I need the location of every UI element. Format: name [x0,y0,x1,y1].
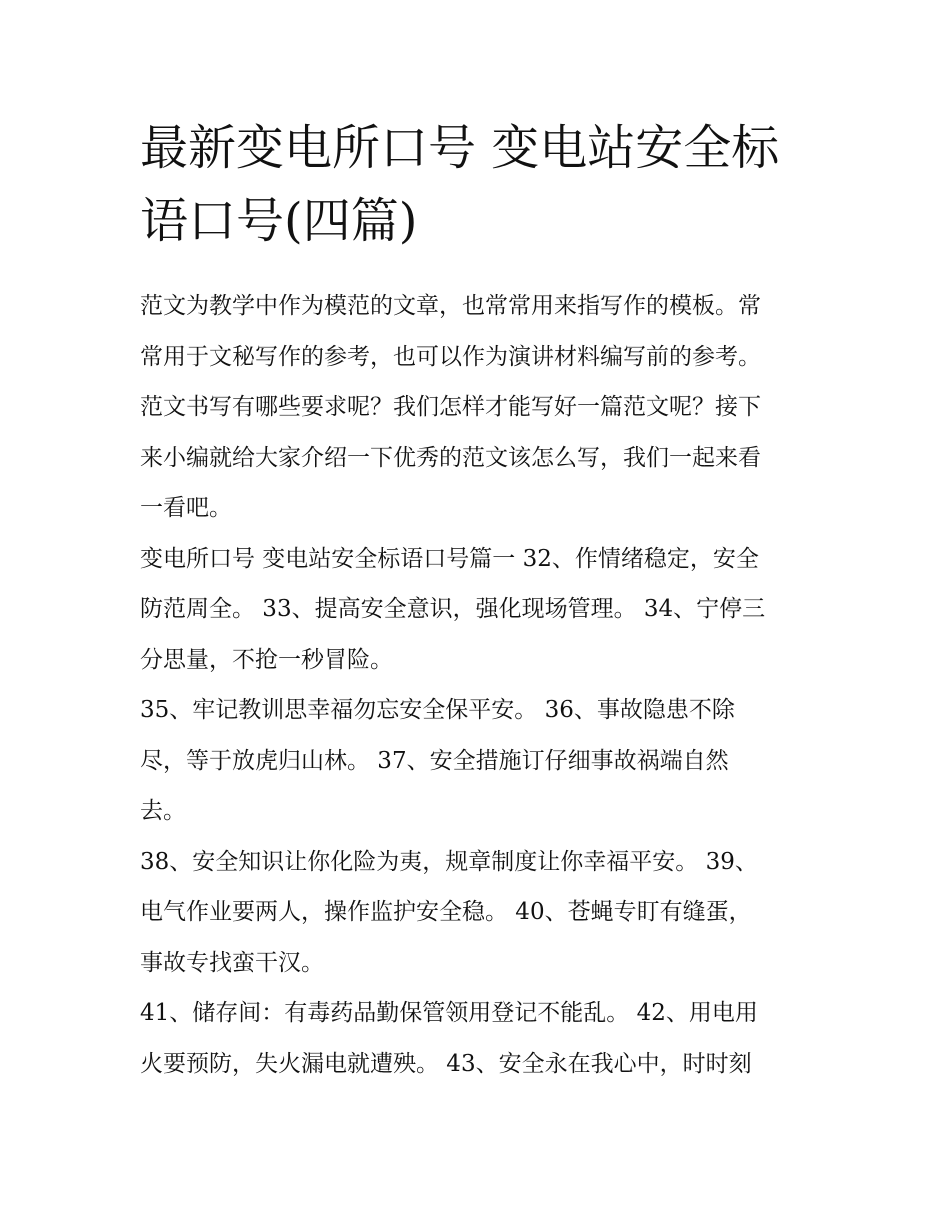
text-line: 常用于文秘写作的参考，也可以作为演讲材料编写前的参考。 [140,343,761,370]
text-line: 火要预防，失火漏电就遭殃。 43、安全永在我心中，时时刻 [140,1050,752,1077]
text-line: 事故专找蛮干汉。 [140,949,324,976]
text-line: 范文为教学中作为模范的文章，也常常用来指写作的模板。常 [140,293,761,319]
text-line: 变电所口号 变电站安全标语口号篇一 32、作情绪稳定，安全 [140,545,759,572]
title-line: 最新变电所口号 变电站安全标 [140,120,780,176]
text-line: 来小编就给大家介绍一下优秀的范文该怎么写，我们一起来看 [140,444,761,471]
text-line: 38、安全知识让你化险为夷，规章制度让你幸福平安。 39、 [140,848,758,875]
text-line: 一看吧。 [140,495,232,521]
document-body [140,281,820,1089]
slogan-paragraph [140,534,820,686]
slogan-paragraph [140,988,820,1089]
document-title [140,112,820,258]
intro-paragraph [140,281,820,534]
text-line: 电气作业要两人，操作监护安全稳。 40、苍蝇专盯有缝蛋， [140,899,752,925]
text-line: 范文书写有哪些要求呢？我们怎样才能写好一篇范文呢？接下 [140,394,761,420]
text-line: 尽，等于放虎归山林。 37、安全措施订仔细事故祸端自然 [140,747,729,774]
text-line: 防范周全。 33、提高安全意识，强化现场管理。 34、宁停三 [140,596,766,622]
title-line: 语口号(四篇) [140,193,418,249]
text-line: 41、储存间：有毒药品勤保管领用登记不能乱。 42、用电用 [140,1000,758,1026]
text-line: 35、牢记教训思幸福勿忘安全保平安。 36、事故隐患不除 [140,697,735,723]
slogan-paragraph [140,837,820,989]
text-line: 分思量，不抢一秒冒险。 [140,646,393,673]
slogan-paragraph [140,685,820,837]
text-line: 去。 [140,798,186,824]
